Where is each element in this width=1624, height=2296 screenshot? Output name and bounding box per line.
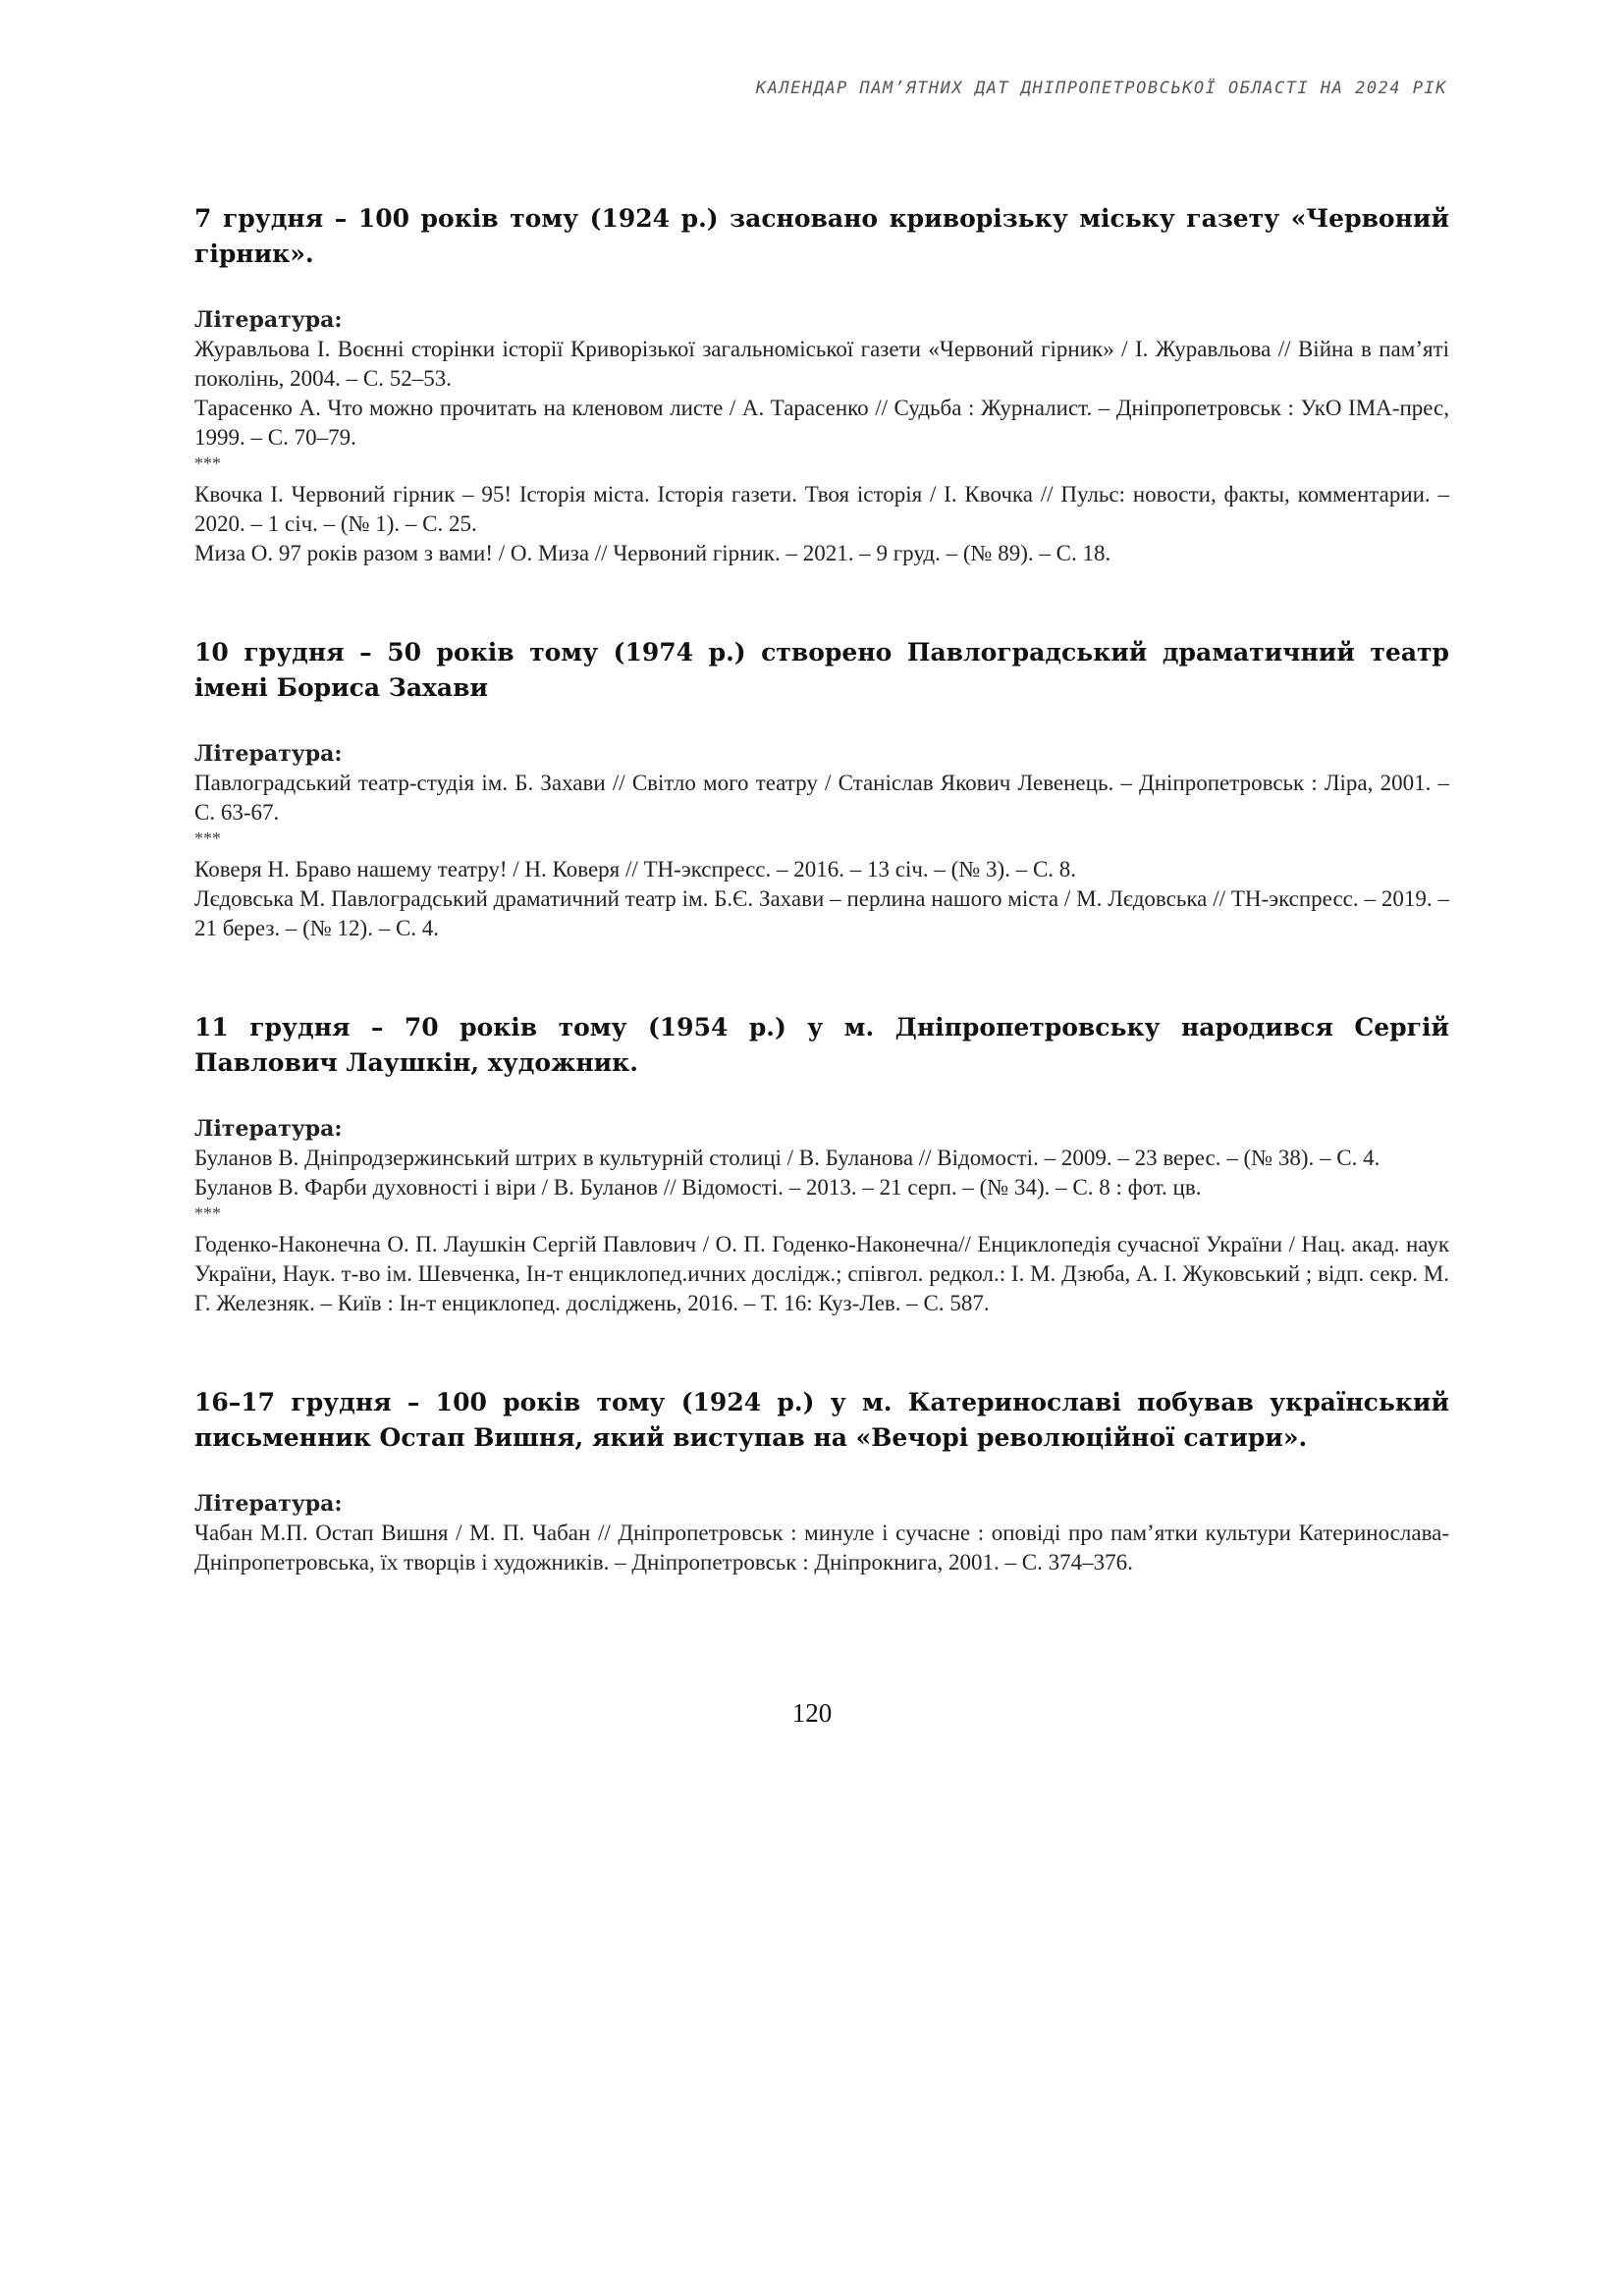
reference-item: Годенко-Наконечна О. П. Лаушкін Сергій Павлович / О. П. Годенко-Наконечна// Енциклопедія сучасної України / Нац. акад. наук України, Наук. т-во ім. Шевченка, Ін-т енциклопед.ичних дослідж.; співгол. редкол.: І. М. Дзюба, А. І. Жуковський ; відп. секр. М. Г. Железняк. – Київ : Ін-т енциклопед. досліджень, 2016. – Т. 16: Куз-Лев. – С. 587. xyxy=(194,1232,1449,1315)
reference-item: Павлоградський театр-студія ім. Б. Захави // Світло мого театру / Станіслав Якович Левенець. – Дніпропетровськ : Ліра, 2001. – С. 63-67. xyxy=(194,771,1449,825)
reference-item: Миза О. 97 років разом з вами! / О. Миза // Червоний гірник. – 2021. – 9 груд. – (№ 89). – С. 18. xyxy=(194,541,1111,565)
reference-item: Квочка І. Червоний гірник – 95! Історія міста. Історія газети. Твоя історія / І. Квочка // Пульс: новости, факты, комментарии. – 2020. – 1 січ. – (№ 1). – С. 25. xyxy=(194,482,1449,536)
reference-item: Лєдовська М. Павлоградський драматичний театр ім. Б.Є. Захави – перлина нашого міста / М. Лєдовська // ТН-экспресс. – 2019. – 21 берез. – (№ 12). – С. 4. xyxy=(194,886,1449,940)
entry-ostap-vyshnia xyxy=(194,1385,1449,1577)
entry-chervonyi-hirnyk xyxy=(194,201,1449,568)
reference-item: Коверя Н. Браво нашему театру! / Н. Коверя // ТН-экспресс. – 2016. – 13 січ. – (№ 3). – С. 8. xyxy=(194,857,1077,881)
literature-label: Література: xyxy=(194,741,343,767)
entry-title: 11 грудня – 70 років тому (1954 р.) у м. Дніпропетровську народився Сергій Павлович Лаушкін, художник. xyxy=(194,1013,1449,1077)
entry-title: 16–17 грудня – 100 років тому (1924 р.) у м. Катеринославі побував український письменник Остап Вишня, який виступав на «Вечорі революційної сатири». xyxy=(194,1388,1449,1452)
entry-laushkin xyxy=(194,1010,1449,1318)
reference-item: Тарасенко А. Что можно прочитать на кленовом листе / А. Тарасенко // Судьба : Журналист. – Дніпропетровськ : УкО ІМА-прес, 1999. – С. 70–79. xyxy=(194,396,1449,450)
reference-separator: *** xyxy=(194,1203,221,1223)
literature-label: Література: xyxy=(194,307,343,333)
literature-label: Література: xyxy=(194,1116,343,1142)
reference-separator: *** xyxy=(194,454,221,473)
literature-label: Література: xyxy=(194,1491,343,1517)
reference-item: Буланов В. Дніпродзержинський штрих в культурній столиці / В. Буланова // Відомості. – 2009. – 23 верес. – (№ 38). – С. 4. xyxy=(194,1146,1380,1170)
entry-title: 10 грудня – 50 років тому (1974 р.) створено Павлоградський драматичний театр імені Бориса Захави xyxy=(194,638,1449,702)
reference-separator: *** xyxy=(194,828,221,848)
reference-item: Журавльова І. Воєнні сторінки історії Криворізької загальноміської газети «Червоний гірник» / І. Журавльова // Війна в пам’яті поколінь, 2004. – С. 52–53. xyxy=(194,337,1449,391)
page-number: 120 xyxy=(791,1698,833,1728)
running-header: КАЛЕНДАР ПАМ’ЯТНИХ ДАТ ДНІПРОПЕТРОВСЬКОЇ ОБЛАСТІ НА 2024 РІК xyxy=(755,79,1447,98)
entry-title: 7 грудня – 100 років тому (1924 р.) засновано криворізьку міську газету «Червоний гірник». xyxy=(194,204,1449,268)
page-content xyxy=(194,201,1449,1644)
reference-item: Чабан М.П. Остап Вишня / М. П. Чабан // Дніпропетровськ : минуле і сучасне : оповіді про пам’ятки культури Катеринослава-Дніпропетровська, їх творців і художників. – Дніпропетровськ : Дніпрокнига, 2001. – С. 374–376. xyxy=(194,1521,1449,1575)
reference-item: Буланов В. Фарби духовності і віри / В. Буланов // Відомості. – 2013. – 21 серп. – (№ 34). – С. 8 : фот. цв. xyxy=(194,1175,1202,1200)
entry-pavlohrad-theatre xyxy=(194,635,1449,943)
